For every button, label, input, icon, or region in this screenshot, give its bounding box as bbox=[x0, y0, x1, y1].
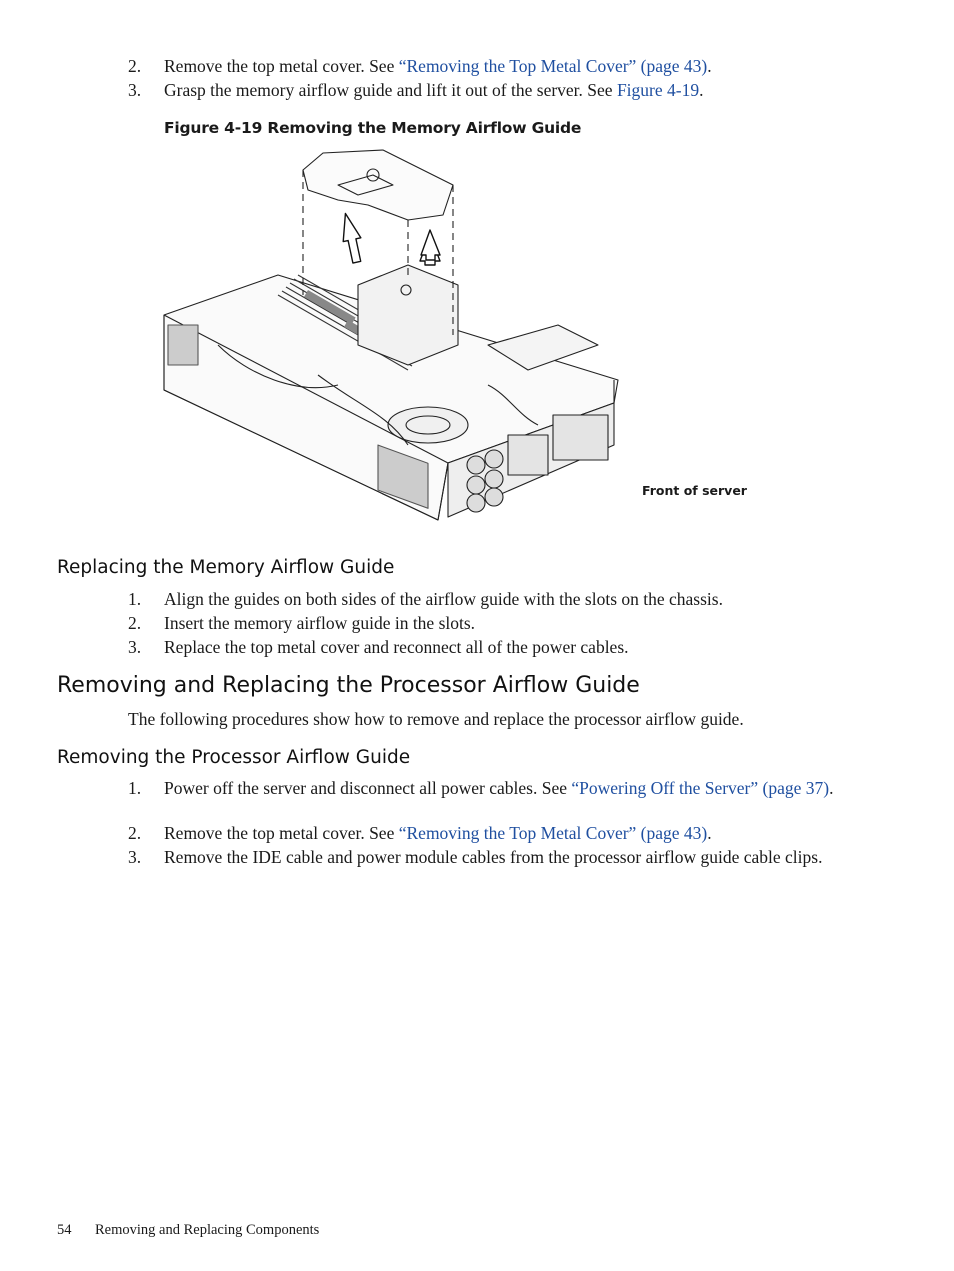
link-powering-off-the-server[interactable]: “Powering Off the Server” (page 37) bbox=[571, 778, 830, 798]
link-figure-4-19[interactable]: Figure 4-19 bbox=[616, 80, 700, 100]
step-text-pre: Grasp the memory airflow guide and lift it out of the server. See bbox=[164, 80, 617, 100]
step-number: 2. bbox=[128, 613, 142, 633]
page-footer bbox=[57, 1222, 319, 1239]
list-item bbox=[128, 613, 858, 634]
step-text: Insert the memory airflow guide in the slots. bbox=[164, 613, 476, 633]
list-item bbox=[128, 589, 858, 610]
step-text-post: . bbox=[699, 80, 704, 100]
list-item bbox=[128, 637, 858, 658]
step-text: Align the guides on both sides of the airflow guide with the slots on the chassis. bbox=[164, 589, 723, 609]
step-number: 1. bbox=[128, 778, 142, 798]
figure-caption: Figure 4-19 Removing the Memory Airflow Guide bbox=[164, 119, 582, 137]
step-3-grasp-guide bbox=[128, 80, 858, 101]
step-text bbox=[164, 80, 858, 101]
step-text: Replace the top metal cover and reconnect all of the power cables. bbox=[164, 637, 629, 657]
section-intro: The following procedures show how to remove and replace the processor airflow guide. bbox=[128, 709, 744, 729]
step-number: 3. bbox=[128, 80, 142, 100]
link-removing-top-metal-cover[interactable]: “Removing the Top Metal Cover” (page 43) bbox=[398, 56, 708, 76]
step-text bbox=[164, 823, 858, 844]
step-text-post: . bbox=[707, 56, 712, 76]
step-number: 2. bbox=[128, 823, 142, 843]
step-text-pre: Remove the top metal cover. See bbox=[164, 56, 399, 76]
step-text-post: . bbox=[829, 778, 834, 798]
link-removing-top-metal-cover[interactable]: “Removing the Top Metal Cover” (page 43) bbox=[398, 823, 708, 843]
heading-removing-processor-airflow-guide: Removing the Processor Airflow Guide bbox=[57, 747, 411, 768]
figure-label-front-of-server: Front of server bbox=[642, 483, 747, 498]
step-number: 3. bbox=[128, 847, 142, 867]
chapter-title: Removing and Replacing Components bbox=[95, 1222, 320, 1238]
page-number: 54 bbox=[57, 1222, 72, 1238]
step-text-post: . bbox=[707, 823, 712, 843]
heading-replacing-memory-airflow-guide: Replacing the Memory Airflow Guide bbox=[57, 557, 395, 578]
step-number: 3. bbox=[128, 637, 142, 657]
step-number: 2. bbox=[128, 56, 142, 76]
heading-removing-replacing-processor-airflow-guide: Removing and Replacing the Processor Airflow Guide bbox=[57, 673, 640, 698]
server-airflow-guide-illustration bbox=[158, 145, 758, 525]
list-item bbox=[128, 847, 858, 868]
step-text: Remove the IDE cable and power module cables from the processor airflow guide cable clips. bbox=[164, 847, 823, 867]
step-text bbox=[164, 778, 858, 799]
list-item bbox=[128, 823, 858, 844]
list-item bbox=[128, 778, 858, 799]
step-2-remove-cover bbox=[128, 56, 858, 77]
step-text bbox=[164, 56, 858, 77]
step-text-pre: Power off the server and disconnect all power cables. See bbox=[164, 778, 572, 798]
step-text-pre: Remove the top metal cover. See bbox=[164, 823, 399, 843]
step-number: 1. bbox=[128, 589, 142, 609]
